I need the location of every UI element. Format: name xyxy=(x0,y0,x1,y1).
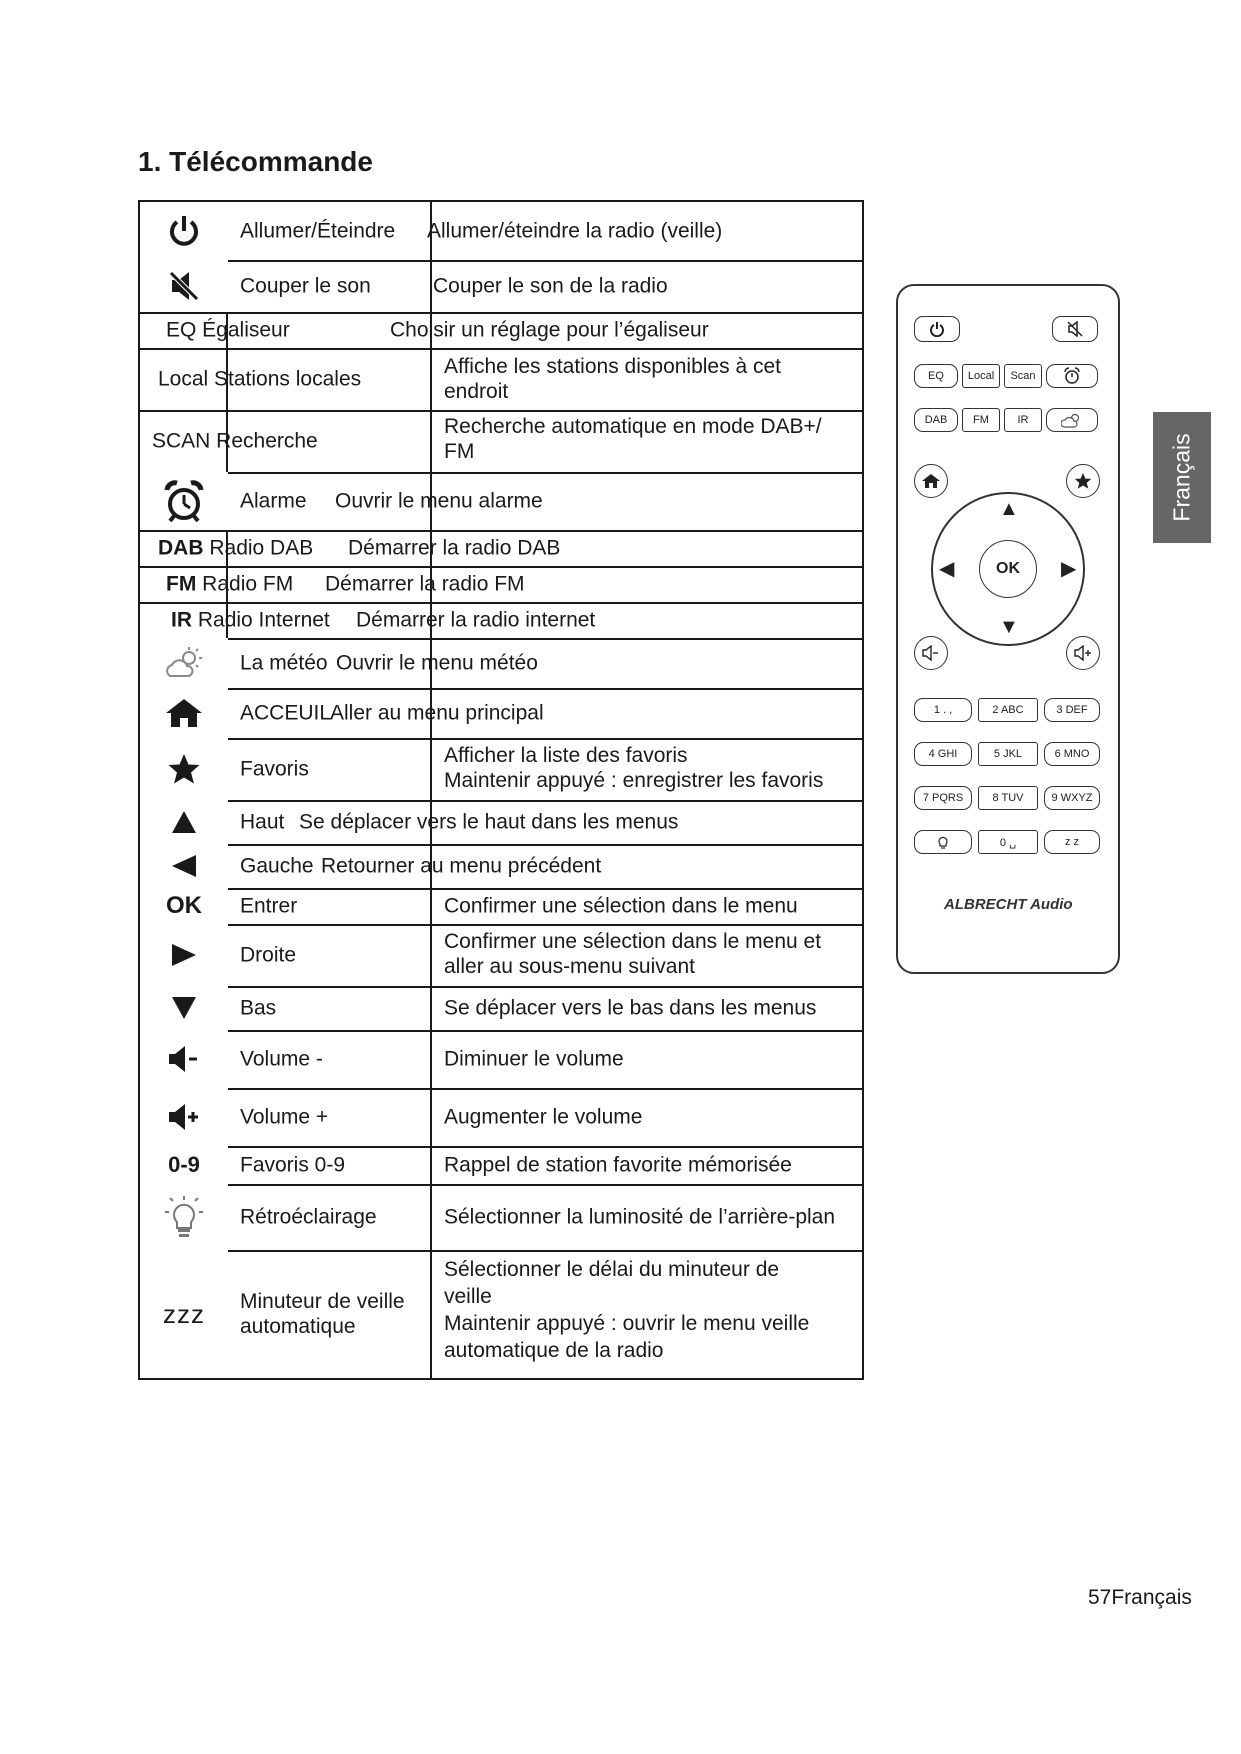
key-label: Radio DAB xyxy=(209,536,314,560)
desc-line: veille xyxy=(444,1285,492,1308)
row-label: Favoris 0-9 xyxy=(240,1153,349,1178)
table-row xyxy=(140,1088,862,1148)
remote-navigation-pad xyxy=(931,492,1085,646)
table-row xyxy=(140,348,862,412)
number-keys xyxy=(140,1146,228,1184)
table-row xyxy=(140,566,862,604)
desc-line: FM xyxy=(444,440,475,463)
table-row xyxy=(140,1030,862,1090)
page-title: 1. Télécommande xyxy=(138,146,373,177)
table-row xyxy=(140,924,862,988)
row-label xyxy=(158,536,313,561)
remote-key-7: 7 PQRS xyxy=(914,786,972,810)
remote-control-table xyxy=(138,200,864,1380)
row-label xyxy=(166,572,293,597)
row-description: Démarrer la radio FM xyxy=(325,572,525,596)
remote-left-arrow: ◀ xyxy=(939,558,955,580)
row-description: Choisir un réglage pour l’égaliseur xyxy=(390,318,709,342)
desc-line: Maintenir appuyé : enregistrer les favoris xyxy=(444,769,824,792)
sleep-zzz-icon xyxy=(140,1250,228,1378)
side-tab-label: Français xyxy=(1168,433,1195,522)
row-label: Entrer xyxy=(240,894,301,919)
key-label: Radio FM xyxy=(202,572,294,596)
table-row xyxy=(140,312,862,350)
table-row xyxy=(140,986,862,1032)
key-name: IR xyxy=(171,608,192,632)
remote-key-9: 9 WXYZ xyxy=(1044,786,1100,810)
remote-mute-button xyxy=(1052,316,1098,342)
table-row xyxy=(140,472,862,532)
remote-weather-button xyxy=(1046,408,1098,432)
remote-favorite-button xyxy=(1066,464,1100,498)
desc-line: automatique de la radio xyxy=(444,1339,664,1362)
label-line: Minuteur de veille xyxy=(240,1290,405,1313)
remote-power-button xyxy=(914,316,960,342)
left-arrow-icon xyxy=(140,844,228,888)
table-row xyxy=(140,410,862,474)
page-number: 57Français xyxy=(1088,1586,1192,1609)
desc-line: Confirmer une sélection dans le menu et xyxy=(444,930,822,953)
remote-up-arrow: ▲ xyxy=(999,498,1019,520)
row-description xyxy=(444,1256,809,1364)
label-line: automatique xyxy=(240,1315,356,1338)
remote-key-4: 4 GHI xyxy=(914,742,972,766)
sleep-glyph: zzz xyxy=(163,1298,205,1329)
table-row xyxy=(140,1250,862,1378)
desc-line: aller au sous-menu suivant xyxy=(444,955,695,978)
table-row xyxy=(140,888,862,926)
row-description: Allumer/éteindre la radio (veille) xyxy=(427,219,723,243)
remote-key-1: 1 . , xyxy=(914,698,972,722)
remote-right-arrow: ▶ xyxy=(1061,558,1077,580)
table-row xyxy=(140,844,862,890)
brand-logo: ALBRECHT Audio xyxy=(944,896,1073,913)
backlight-bulb-icon xyxy=(140,1184,228,1250)
row-label: SCAN Recherche xyxy=(152,429,318,453)
star-icon xyxy=(140,738,228,800)
remote-ir-button: IR xyxy=(1004,408,1042,432)
table-row xyxy=(140,602,862,640)
table-row xyxy=(140,638,862,690)
key-name: OK xyxy=(166,892,202,919)
desc-line: Recherche automatique en mode DAB+/ xyxy=(444,415,822,438)
row-label xyxy=(171,608,330,633)
desc-line: Afficher la liste des favoris xyxy=(444,744,688,767)
remote-sleep-button: z z xyxy=(1044,830,1100,854)
row-description: Couper le son de la radio xyxy=(433,274,668,298)
remote-volume-down-button xyxy=(914,636,948,670)
power-icon xyxy=(140,202,228,260)
row-label: Droite xyxy=(240,943,300,968)
remote-fm-button: FM xyxy=(962,408,1000,432)
row-label: Volume - xyxy=(240,1047,327,1072)
row-description: Rappel de station favorite mémorisée xyxy=(444,1153,792,1177)
down-arrow-icon xyxy=(140,986,228,1030)
table-row xyxy=(140,688,862,740)
row-description: Se déplacer vers le haut dans les menus xyxy=(299,810,679,834)
table-row xyxy=(140,738,862,802)
row-label: Local Stations locales xyxy=(158,367,362,391)
remote-home-button xyxy=(914,464,948,498)
ok-key xyxy=(140,888,228,924)
language-side-tab xyxy=(1153,412,1211,543)
right-arrow-icon xyxy=(140,924,228,986)
alarm-clock-icon xyxy=(140,472,228,530)
row-label: Couper le son xyxy=(240,274,375,299)
row-label xyxy=(240,1289,405,1339)
row-label: La météo xyxy=(240,651,332,676)
row-label: Volume + xyxy=(240,1105,332,1130)
remote-key-3: 3 DEF xyxy=(1044,698,1100,722)
volume-up-icon xyxy=(140,1088,228,1146)
row-label: Alarme xyxy=(240,489,311,514)
row-description: Diminuer le volume xyxy=(444,1047,624,1071)
desc-line: Affiche les stations disponibles à cet xyxy=(444,355,781,378)
row-description: Confirmer une sélection dans le menu xyxy=(444,894,798,918)
table-row xyxy=(140,260,862,314)
key-name: 0-9 xyxy=(168,1152,200,1177)
remote-ok-button: OK xyxy=(979,540,1037,598)
row-description: Démarrer la radio internet xyxy=(356,608,596,632)
row-description: Ouvrir le menu météo xyxy=(336,651,538,675)
remote-alarm-button xyxy=(1046,364,1098,388)
desc-line: Sélectionner le délai du minuteur de xyxy=(444,1258,780,1281)
row-description: Sélectionner la luminosité de l’arrière-plan xyxy=(444,1205,836,1229)
row-description: Aller au menu principal xyxy=(330,701,544,725)
remote-local-button: Local xyxy=(962,364,1000,388)
row-label: Favoris xyxy=(240,757,313,782)
remote-dab-button: DAB xyxy=(914,408,958,432)
table-row xyxy=(140,1184,862,1252)
row-description: Ouvrir le menu alarme xyxy=(335,489,543,513)
remote-key-6: 6 MNO xyxy=(1044,742,1100,766)
table-row xyxy=(140,1146,862,1186)
key-label: Radio Internet xyxy=(197,608,330,632)
row-label: Haut xyxy=(240,810,288,835)
remote-backlight-button xyxy=(914,830,972,854)
row-label: Allumer/Éteindre xyxy=(240,219,399,244)
row-description: Se déplacer vers le bas dans les menus xyxy=(444,996,817,1020)
remote-scan-button: Scan xyxy=(1004,364,1042,388)
desc-line: Maintenir appuyé : ouvrir le menu veille xyxy=(444,1312,810,1335)
table-row xyxy=(140,530,862,568)
row-label: Gauche xyxy=(240,854,318,879)
row-label: EQ Égaliseur xyxy=(166,318,290,342)
table-row xyxy=(140,202,862,262)
row-label: ACCEUIL xyxy=(240,701,335,726)
row-description: Démarrer la radio DAB xyxy=(348,536,561,560)
remote-volume-up-button xyxy=(1066,636,1100,670)
up-arrow-icon xyxy=(140,800,228,844)
home-icon xyxy=(140,688,228,738)
volume-down-icon xyxy=(140,1030,228,1088)
mute-icon xyxy=(140,260,228,312)
row-label: Rétroéclairage xyxy=(240,1205,381,1230)
row-description: Retourner au menu précédent xyxy=(321,854,602,878)
remote-key-0: 0 ␣ xyxy=(978,830,1038,854)
remote-control-illustration xyxy=(896,284,1120,974)
key-name: FM xyxy=(166,572,197,596)
table-row xyxy=(140,800,862,846)
row-description xyxy=(444,929,821,979)
row-description xyxy=(444,414,822,464)
row-description xyxy=(444,743,823,793)
remote-key-8: 8 TUV xyxy=(978,786,1038,810)
remote-key-5: 5 JKL xyxy=(978,742,1038,766)
row-description: Augmenter le volume xyxy=(444,1105,643,1129)
weather-icon xyxy=(140,638,228,688)
row-label: Bas xyxy=(240,996,280,1021)
remote-key-2: 2 ABC xyxy=(978,698,1038,722)
remote-eq-button: EQ xyxy=(914,364,958,388)
row-description xyxy=(444,354,781,404)
remote-down-arrow: ▼ xyxy=(999,616,1019,638)
key-name: DAB xyxy=(158,536,204,560)
desc-line: endroit xyxy=(444,380,509,403)
